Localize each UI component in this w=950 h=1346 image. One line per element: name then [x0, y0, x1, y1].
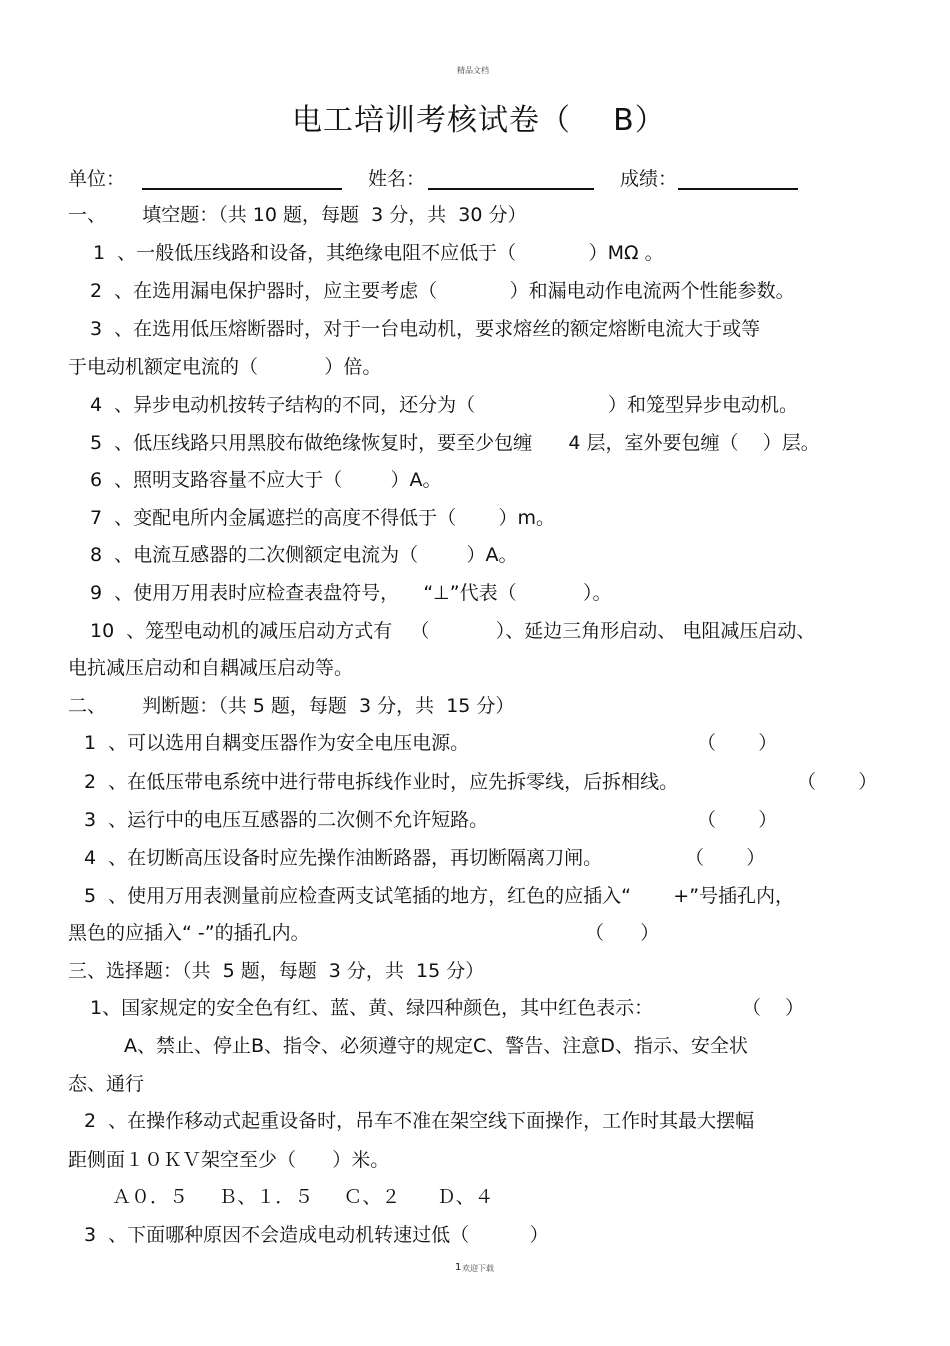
name-blank [428, 188, 594, 190]
score-label: 成绩： [620, 168, 678, 190]
answer-paren: （ ） [742, 997, 805, 1019]
section-header: 三、选择题：（共 5 题，每题 3 分，共 15 分） [68, 960, 485, 982]
section-header: 一、 填空题：（共 10 题，每题 3 分，共 30 分） [68, 204, 527, 226]
question-continued: 电抗减压启动和自耦减压启动等。 [68, 657, 354, 679]
question: 4 、异步电动机按转子结构的不同，还分为（ ）和笼型异步电动机。 [90, 394, 799, 416]
answer-paren: （ ） [797, 771, 878, 793]
choice-options: A、禁止、停止B、指令、必须遵守的规定C、警告、注意D、指示、安全状 [124, 1035, 748, 1057]
question: 2 、在操作移动式起重设备时，吊车不准在架空线下面操作，工作时其最大摆幅 [84, 1110, 755, 1132]
question: 1、国家规定的安全色有红、蓝、黄、绿四种颜色，其中红色表示： [90, 997, 654, 1019]
question: 6 、照明支路容量不应大于（ ）A。 [90, 469, 442, 491]
answer-paren: （ ） [585, 922, 660, 944]
question: 8 、电流互感器的二次侧额定电流为（ ）A。 [90, 544, 518, 566]
choice-options-continued: 态、通行 [68, 1073, 145, 1095]
question: 7 、变配电所内金属遮拦的高度不得低于（ ）m。 [90, 507, 555, 529]
question: 3 、下面哪种原因不会造成电动机转速过低（ ） [84, 1224, 549, 1246]
unit-label: 单位： [68, 168, 126, 190]
question: 3 、运行中的电压互感器的二次侧不允许短路。 [84, 809, 489, 831]
question: 2 、在低压带电系统中进行带电拆线作业时，应先拆零线，后拆相线。 [84, 771, 679, 793]
answer-paren: （ ） [697, 732, 778, 754]
answer-paren: （ ） [685, 847, 766, 869]
section-header: 二、 判断题：（共 5 题，每题 3 分，共 15 分） [68, 695, 515, 717]
question: 1 、一般低压线路和设备，其绝缘电阻不应低于（ ）MΩ 。 [93, 242, 664, 264]
page-title: 电工培训考核试卷（ B） [292, 103, 666, 138]
footer-note: 欢迎下载 [462, 1264, 494, 1273]
name-label: 姓名： [368, 168, 426, 190]
unit-blank [142, 188, 342, 190]
page-number: 1 [455, 1262, 462, 1273]
question: 5 、低压线路只用黑胶布做绝缘恢复时，要至少包缠 4 层，室外要包缠（ ）层。 [90, 432, 820, 454]
question: 5 、使用万用表测量前应检查两支试笔插的地方，红色的应插入“ +”号插孔内， [84, 885, 795, 907]
question: 3 、在选用低压熔断器时，对于一台电动机，要求熔丝的额定熔断电流大于或等 [90, 318, 761, 340]
choice-options: Ａ０．５ Ｂ、１．５ Ｃ、２ Ｄ、４ [112, 1186, 494, 1208]
header-note: 精品文档 [457, 66, 489, 75]
question-continued: 距侧面１０ＫＶ架空至少（ ）米。 [68, 1149, 390, 1171]
score-blank [678, 188, 798, 190]
question: 4 、在切断高压设备时应先操作油断路器，再切断隔离刀闸。 [84, 847, 603, 869]
question-continued: 黑色的应插入“ -”的插孔内。 [68, 922, 310, 944]
question: 2 、在选用漏电保护器时，应主要考虑（ ）和漏电动作电流两个性能参数。 [90, 280, 795, 302]
question: 1 、可以选用自耦变压器作为安全电压电源。 [84, 732, 470, 754]
question: 10 、笼型电动机的减压启动方式有 （ ）、延边三角形启动、 电阻减压启动、 [90, 620, 816, 642]
question-continued: 于电动机额定电流的（ ）倍。 [68, 356, 382, 378]
question: 9 、使用万用表时应检查表盘符号， “⊥”代表（ ）。 [90, 582, 612, 604]
answer-paren: （ ） [697, 809, 778, 831]
